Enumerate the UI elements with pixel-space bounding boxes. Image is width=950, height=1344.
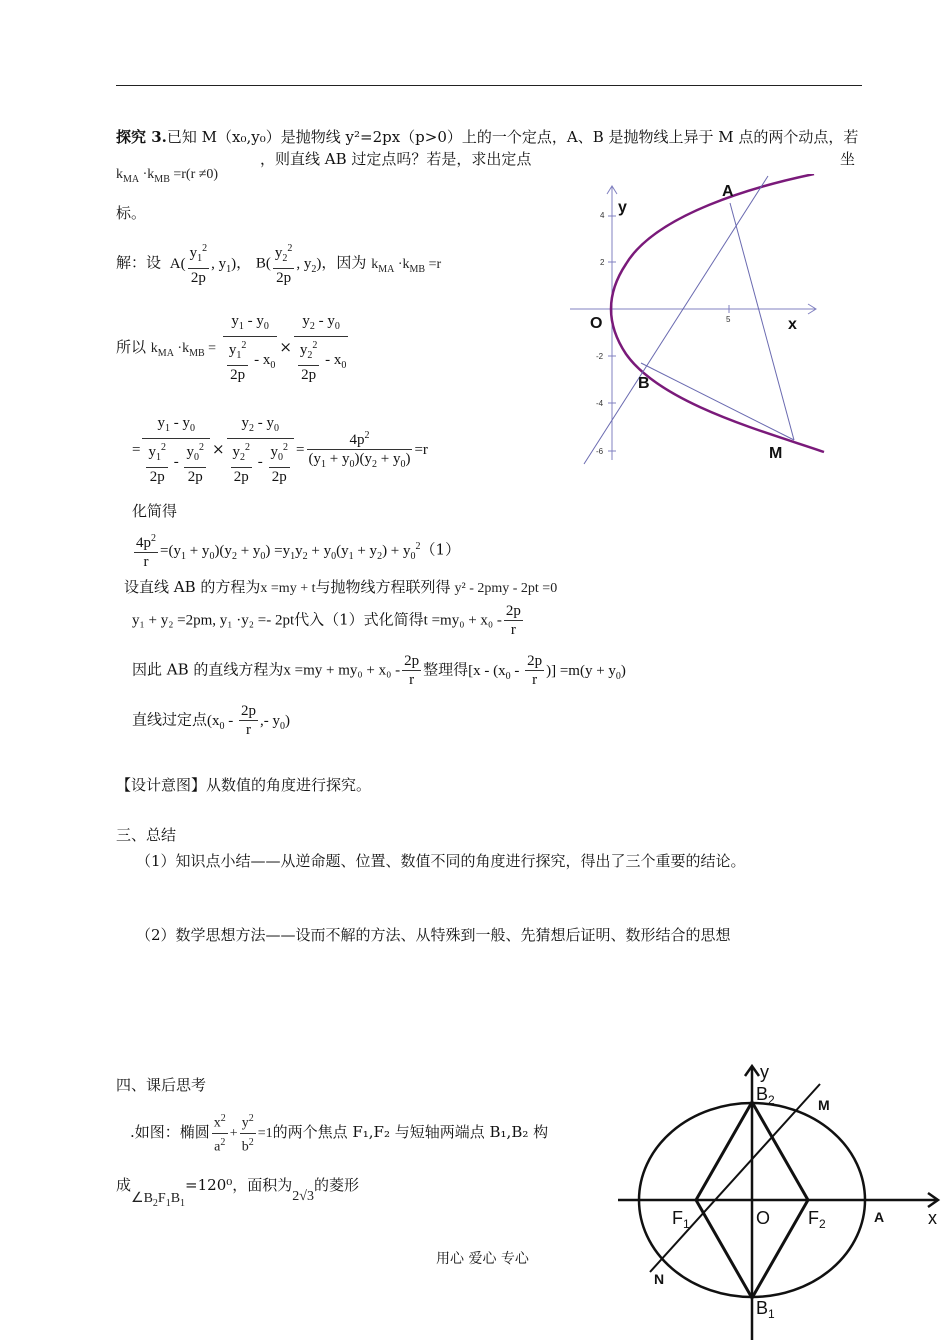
line-bm — [641, 363, 794, 440]
problem-line-2: $k_{MA} \cdot k_{MB} =r(r \ne 0)$ ，则直线 AB 过定点吗？若是，求出定点 — [116, 150, 532, 185]
vieta-eq: y₁ + y₂ =2pm, y₁ ·y₂ =- 2pt — [132, 612, 295, 629]
line-am — [730, 203, 794, 440]
homework-line-1: .如图：椭圆 $\frac{x^2}{a^2}$ + $\frac{y^2}{b^2}$ =1的两个焦点 F₁,F₂ 与短轴两端点 B₁,B₂ 构 — [130, 1110, 548, 1156]
line-ab-text: 设直线 AB 的方程为 — [124, 578, 261, 596]
label-o: O — [590, 315, 603, 332]
problem-label: 探究 3. — [116, 128, 167, 146]
tick-ym2: -2 — [596, 352, 604, 361]
tick-ym4: -4 — [596, 399, 604, 408]
label-b: B — [638, 375, 650, 392]
tick-y4: 4 — [600, 211, 605, 220]
line-ab-eq: x =my + t — [260, 581, 316, 596]
homework-text-e: 的菱形 — [313, 1176, 359, 1194]
solution-fixed-point-line: 直线过定点($x_0$ - $\frac{2p}{r}$ ,- $y_0$) — [132, 703, 291, 738]
tick-x5: 5 — [726, 315, 731, 324]
label-f2: $F_2$ — [808, 1208, 826, 1231]
label-m: M — [818, 1097, 830, 1113]
tick-y2: 2 — [600, 258, 605, 267]
solution-eq-line: = $y_1 - y_0$ $\frac{y_1^2}{2p}$ - $\frac{y_0^2}{2p}$ × $y_2 - y_0$ $\frac{y_2^2}{2p}$ - $\frac{y_0^2}{2p}$ = $\frac{4p^2}{(y_1 + y_0)(y_2 + y_0)}$ =r — [132, 415, 428, 485]
problem-line-1 — [116, 126, 858, 147]
eq1-tag: （1） — [420, 540, 461, 559]
homework-text-a: .如图：椭圆 — [130, 1123, 210, 1142]
arrange-text: 整理得 — [423, 660, 469, 679]
combined-eq: y² - 2pmy - 2pt =0 — [454, 581, 558, 596]
problem-text: 已知 M（x₀,y₀）是抛物线 y²=2px（p>0）上的一个定点，A、B 是抛物线上异于 M 点的两个动点，若 — [166, 128, 859, 146]
page-footer: 用心 爱心 专心 — [436, 1251, 529, 1267]
problem-text3: 标。 — [116, 204, 147, 222]
label-a: A — [874, 1209, 885, 1225]
label-b1: $B_1$ — [756, 1298, 775, 1321]
label-m: M — [769, 445, 783, 462]
parabola-figure — [566, 174, 832, 468]
t-eq: t =my₀ + x₀ - — [423, 612, 502, 629]
homework-line-2: 成$\angle B_2F_1B_1=120^0$，面积为2√3的菱形 — [116, 1176, 359, 1209]
label-y: y — [618, 199, 627, 216]
solution-so-line: 所以 $k_{MA} \cdot k_{MB}$ = $y_1 - y_0$ $\frac{y_1^2}{2p}$ - $x_0$ × $y_2 - y_0$ $\frac{y_2^2}{2p}$ - $x_0$ — [116, 313, 347, 383]
solution-simplify: 化简得 — [132, 502, 178, 520]
solution-eq1: $\frac{4p^2}{r}$ $=(y_1 + y_0)(y_2 + y_0) =y_1y_2 + y_0(y_1 + y_2) + y_0^2(1)$ — [132, 530, 460, 571]
label-f1: $F_1$ — [672, 1208, 690, 1231]
ellipse-figure — [610, 1060, 946, 1344]
homework-text-c: 成 — [116, 1176, 132, 1194]
problem-text2: ，则直线 AB 过定点吗？若是，求出定点 — [260, 150, 532, 168]
solution-line-ab — [124, 576, 557, 597]
label-b2: $B_2$ — [756, 1084, 775, 1107]
solution-intro-line: 解：设 A( $\frac{y_1^2}{2p}$ , $y_1$)， B( $\frac{y_2^2}{2p}$ , $y_2$)，因为 $k_{MA} \cdot k_{MB} =r$ — [116, 240, 441, 287]
ab-eq: x =my + my₀ + x₀ - — [283, 662, 401, 679]
label-x: x — [928, 1208, 937, 1228]
label-n: N — [654, 1271, 665, 1287]
problem-text2-end: 坐 — [840, 150, 856, 168]
fixed-point-text: 直线过定点 — [132, 710, 208, 729]
solution-because: ，因为 — [321, 253, 367, 272]
solution-so: 所以 — [116, 338, 147, 356]
homework-text-b: 的两个焦点 F₁,F₂ 与短轴两端点 B₁,B₂ 构 — [272, 1123, 549, 1142]
homework-text-d: =120⁰，面积为 — [185, 1176, 293, 1194]
label-o: O — [756, 1208, 771, 1228]
header-rule — [116, 85, 862, 86]
homework-heading: 四、课后思考 — [116, 1076, 207, 1094]
tick-ym6: -6 — [596, 447, 604, 456]
parabola-curve — [611, 174, 824, 452]
summary-item-2: （2）数学思想方法——设而不解的方法、从特殊到一般、先猜想后证明、数形结合的思想 — [136, 926, 731, 944]
therefore-text: 因此 AB 的直线方程为 — [132, 660, 284, 679]
solution-therefore-line: 因此 AB 的直线方程为x =my + my₀ + x₀ - $\frac{2p}{r}$ 整理得[$x - (x_0$ - $\frac{2p}{r}$ )] $=m(y + y_0)$ — [132, 653, 626, 688]
figure1-axes — [570, 186, 816, 460]
solution-vieta-line: y₁ + y₂ =2pm, y₁ ·y₂ =- 2pt代入（1）式化简得t =my₀ + x₀ - $\frac{2p}{r}$ — [132, 603, 521, 638]
summary-item-1: （1）知识点小结——从逆命题、位置、数值不同的角度进行探究，得出了三个重要的结论。 — [136, 852, 746, 870]
design-intent: 【设计意图】从数值的角度进行探究。 — [116, 776, 372, 794]
combine-text: 与抛物线方程联列得 — [315, 578, 451, 596]
solution-intro: 解：设 — [116, 253, 162, 272]
label-y: y — [760, 1062, 769, 1082]
substitute-text: 代入（1）式化简得 — [294, 610, 424, 629]
label-a: A — [722, 183, 734, 200]
label-x: x — [788, 316, 797, 333]
summary-heading: 三、总结 — [116, 826, 177, 844]
